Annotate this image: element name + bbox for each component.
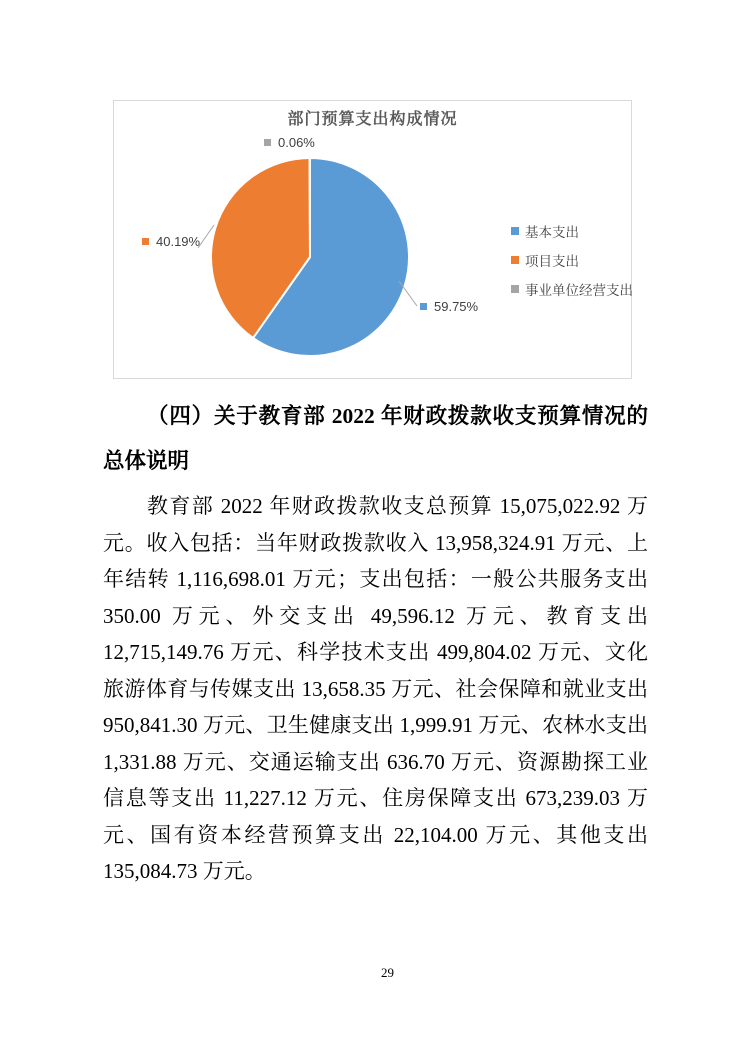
chart-legend [511,221,633,299]
data-label-text: 59.75% [434,299,479,314]
data-label-text: 40.19% [156,234,201,249]
legend-item-basic-expense [511,221,633,241]
blue-square-icon [511,227,519,235]
blue-square-icon [420,303,427,310]
chart-title: 部门预算支出构成情况 [287,111,458,128]
legend-item-project-expense [511,250,633,270]
pie-slices [211,158,409,356]
legend-label: 基本支出 [525,225,579,240]
pie-chart-frame [113,100,632,379]
orange-square-icon [511,256,519,264]
gray-square-icon [264,139,271,146]
legend-item-operating-expense [511,279,633,299]
data-label-operating-expense [264,135,315,150]
legend-label: 事业单位经营支出 [525,283,633,298]
data-label-text: 0.06% [278,135,315,150]
legend-label: 项目支出 [525,254,579,269]
data-label-project-expense [142,234,200,249]
gray-square-icon [511,285,519,293]
page-number: 29 [381,965,394,980]
data-label-basic-expense [420,299,478,314]
body-paragraph: 教育部 2022 年财政拨款收支总预算 15,075,022.92 万元。收入包括：当年财政拨款收入 13,958,324.91 万元、上年结转 1,116,698.01 万元；支出包括：一般公共服务支出 350.00 万元、外交支出 49,596.12 万元、教育支出 12,715,149.76 万元、科学技术支出 499,804.02 万元、文化旅游体育与传媒支出 13,658.35 万元、社会保障和就业支出 950,841.30 万元、卫生健康支出 1,999.91 万元、农林水支出 1,331.88 万元、交通运输支出 636.70 万元、资源勘探工业信息等支出 11,227.12 万元、住房保障支出 673,239.03 万元、国有资本经营预算支出 22,104.00 万元、其他支出 135,084.73 万元。 [103,494,648,883]
section-heading: （四）关于教育部 2022 年财政拨款收支预算情况的总体说明 [103,404,648,473]
orange-square-icon [142,238,149,245]
